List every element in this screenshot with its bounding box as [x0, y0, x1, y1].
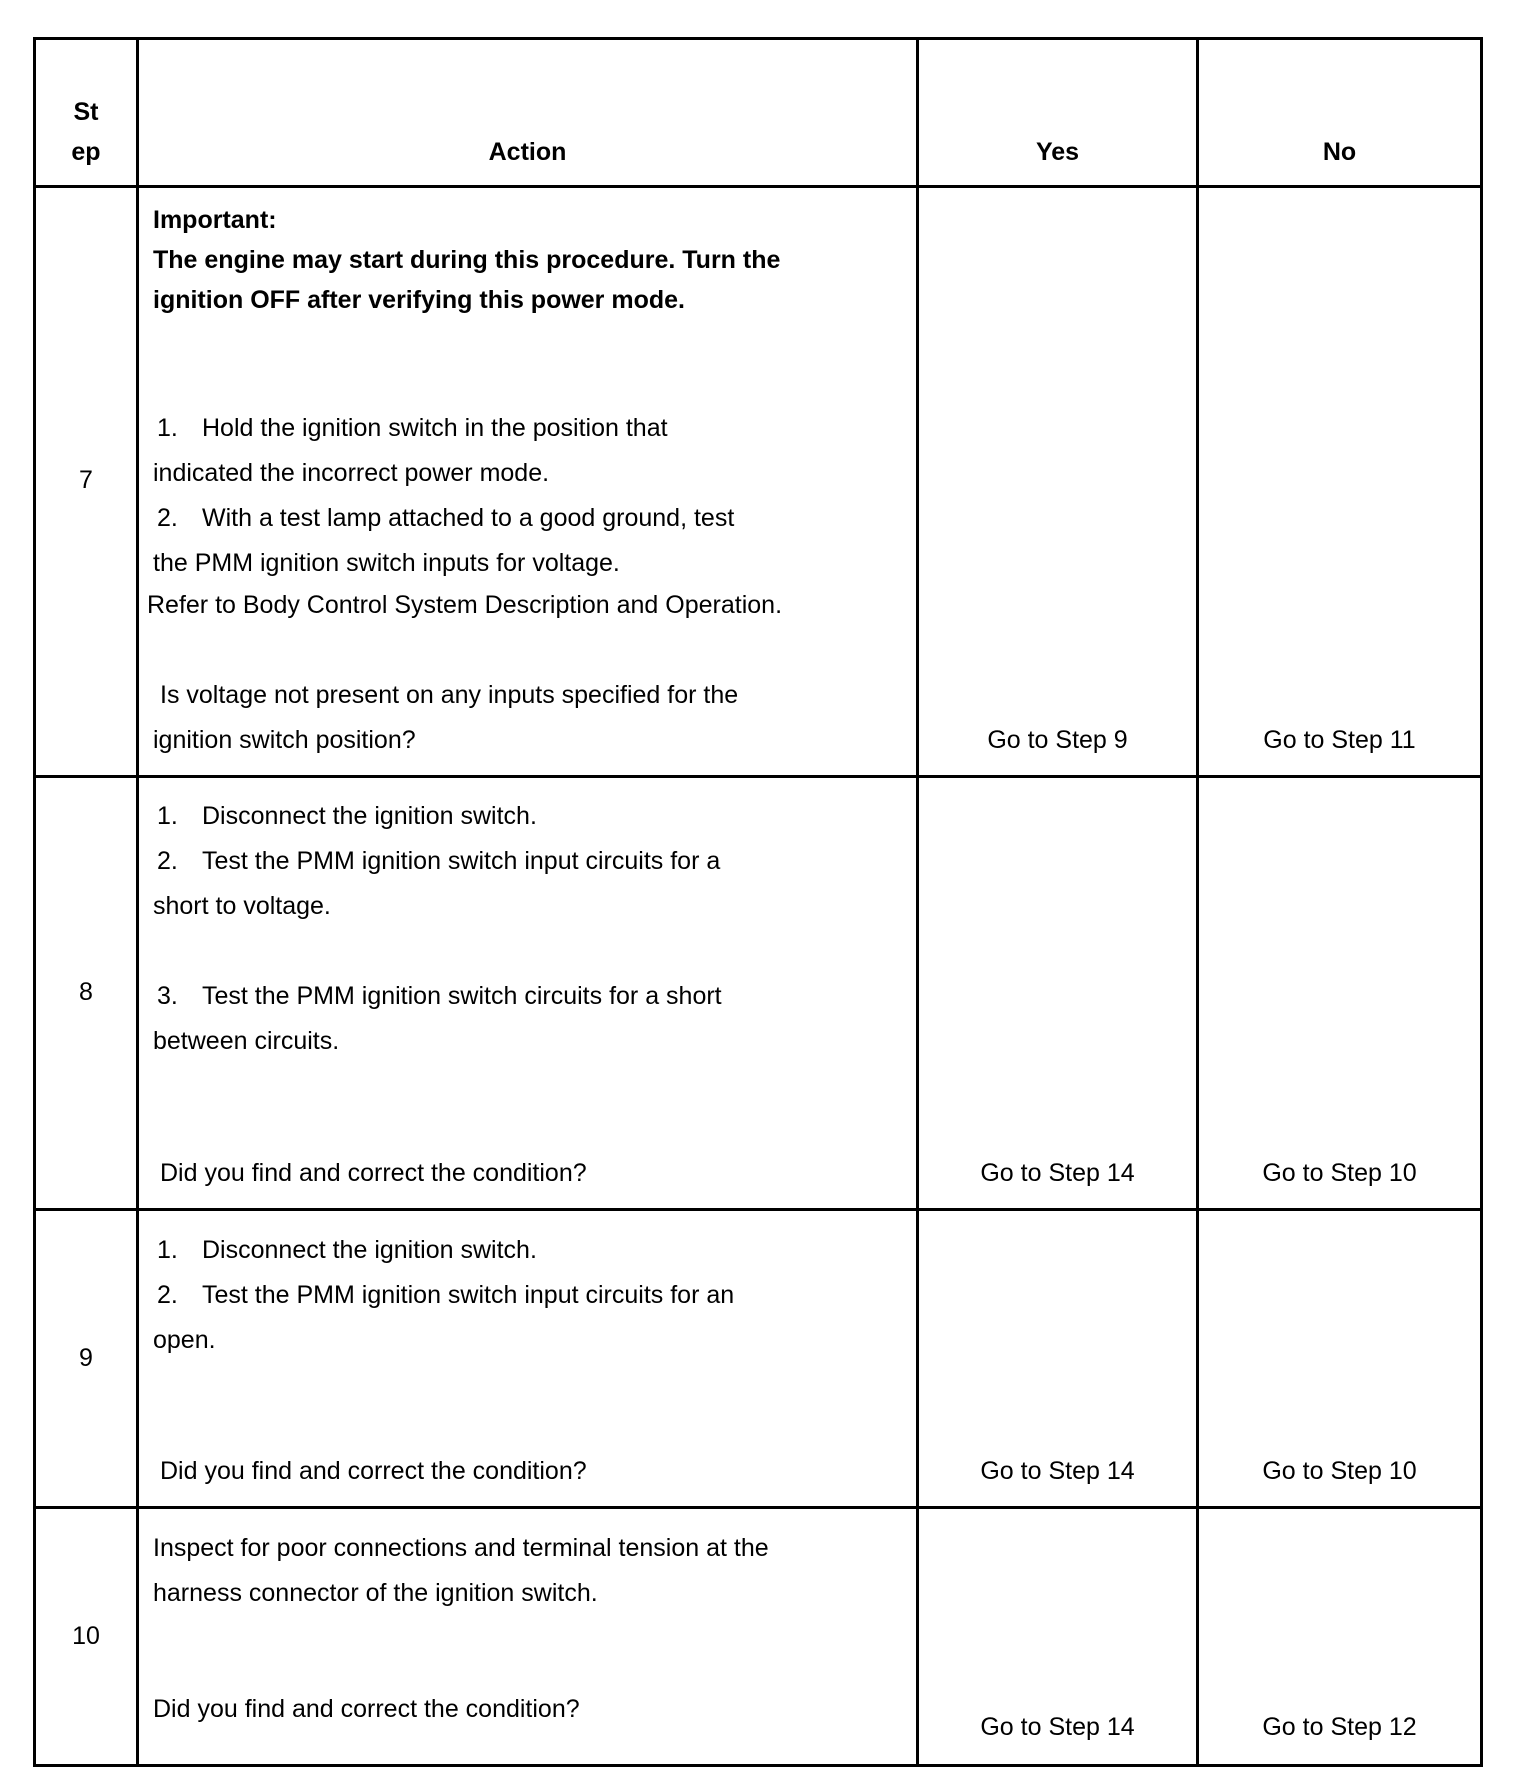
list-item-text: Disconnect the ignition switch.: [202, 1236, 537, 1264]
question-text: Is voltage not present on any inputs specified for the: [160, 681, 739, 709]
header-yes: Yes: [1035, 138, 1080, 166]
row-divider: [33, 1208, 1483, 1211]
yes-action: Go to Step 14: [980, 1457, 1135, 1485]
no-action: Go to Step 10: [1262, 1457, 1417, 1485]
column-divider: [1196, 37, 1199, 1767]
step-number: 8: [79, 978, 93, 1006]
diagnostic-table: [33, 37, 1483, 1767]
question-text: Did you find and correct the condition?: [153, 1695, 580, 1723]
important-text: The engine may start during this procedure. Turn the: [153, 246, 781, 274]
no-action: Go to Step 11: [1263, 726, 1416, 754]
list-item-text: Test the PMM ignition switch input circuits for an: [202, 1281, 735, 1309]
list-item-text: open.: [153, 1326, 216, 1354]
header-divider: [33, 185, 1483, 188]
list-number: 1.: [157, 802, 178, 830]
instruction-text: harness connector of the ignition switch.: [153, 1579, 598, 1607]
step-number: 10: [72, 1622, 100, 1650]
table-border-bottom: [33, 1764, 1483, 1767]
instruction-text: Inspect for poor connections and terminal tension at the: [153, 1534, 769, 1562]
column-divider: [916, 37, 919, 1767]
list-item-text: Test the PMM ignition switch input circuits for a: [202, 847, 721, 875]
list-item-text: indicated the incorrect power mode.: [153, 459, 550, 487]
list-number: 2.: [157, 1281, 178, 1309]
question-text: Did you find and correct the condition?: [160, 1159, 587, 1187]
table-border-left: [33, 37, 36, 1767]
reference-text: Refer to Body Control System Description and Operation.: [147, 591, 783, 619]
list-item-text: Hold the ignition switch in the position that: [202, 414, 668, 442]
table-border-right: [1480, 37, 1483, 1767]
list-number: 2.: [157, 504, 178, 532]
list-number: 2.: [157, 847, 178, 875]
list-item-text: With a test lamp attached to a good ground, test: [202, 504, 735, 532]
header-step-line2: ep: [71, 138, 101, 166]
step-number: 9: [79, 1344, 93, 1372]
header-no: No: [1322, 138, 1357, 166]
important-text: ignition OFF after verifying this power mode.: [153, 286, 685, 314]
row-divider: [33, 775, 1483, 778]
column-divider: [136, 37, 139, 1767]
row-divider: [33, 1506, 1483, 1509]
table-border-top: [33, 37, 1483, 40]
header-action: Action: [488, 138, 567, 166]
yes-action: Go to Step 14: [980, 1713, 1135, 1741]
question-text: Did you find and correct the condition?: [160, 1457, 587, 1485]
no-action: Go to Step 12: [1262, 1713, 1417, 1741]
list-item-text: Test the PMM ignition switch circuits for a short: [202, 982, 722, 1010]
list-item-text: between circuits.: [153, 1027, 340, 1055]
list-item-text: the PMM ignition switch inputs for voltage.: [153, 549, 620, 577]
yes-action: Go to Step 9: [987, 726, 1128, 754]
list-item-text: short to voltage.: [153, 892, 331, 920]
list-number: 1.: [157, 1236, 178, 1264]
no-action: Go to Step 10: [1262, 1159, 1417, 1187]
question-text: ignition switch position?: [153, 726, 416, 754]
header-step-line1: St: [73, 98, 99, 126]
list-number: 1.: [157, 414, 178, 442]
list-number: 3.: [157, 982, 178, 1010]
important-title: Important:: [153, 206, 277, 234]
list-item-text: Disconnect the ignition switch.: [202, 802, 537, 830]
step-number: 7: [79, 466, 93, 494]
yes-action: Go to Step 14: [980, 1159, 1135, 1187]
